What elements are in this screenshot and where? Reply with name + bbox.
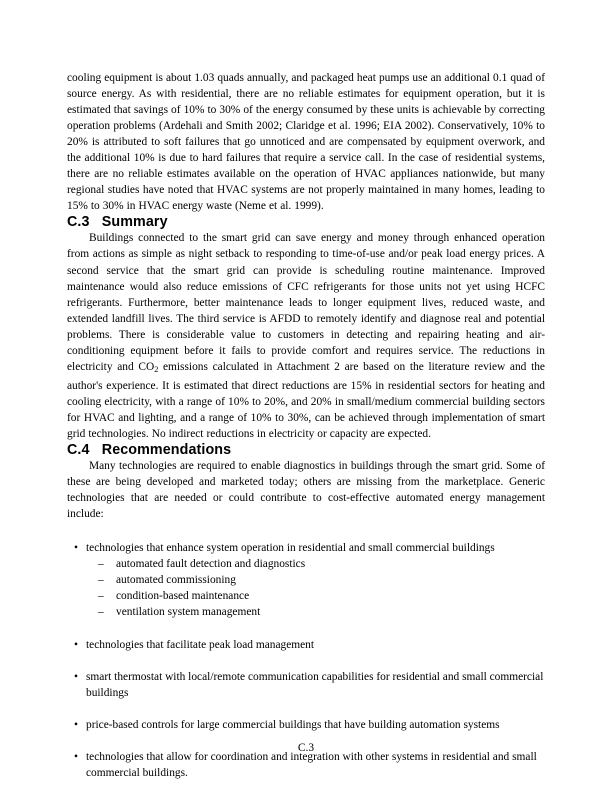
bullet-marker-icon: • <box>74 638 78 651</box>
sub-list <box>86 556 545 620</box>
section-heading-c3: C.3 Summary <box>67 214 168 231</box>
summary-text-part1: Buildings connected to the smart grid can save energy and money through enhanced operation from actions as simple as night setback to responding to time-of-use and/or peak load energy prices. A second service that the smart grid can provide is scheduling routine maintenance. Improved maintenance would also reduce emissions of CFC refrigerants for those units not yet using HCFC refrigerants. Furthermore, better maintenance leads to longer equipment lives, reduced waste, and extended landfill lives. The third service is AFDD to remotely identify and diagnose real and potential problems. There is considerable value to customers in detecting and repairing heating and air-conditioning equipment before it fails to provide comfort and requires service. The reductions in electricity and CO <box>67 232 545 373</box>
page-content <box>67 70 545 781</box>
bullet-marker-icon: • <box>74 670 78 683</box>
list-item <box>67 637 545 653</box>
dash-marker-icon: – <box>98 558 104 571</box>
sub-list-item-text: ventilation system management <box>116 606 261 619</box>
list-item-text: smart thermostat with local/remote communication capabilities for residential and small commercial buildings <box>86 670 544 699</box>
section-heading-c4: C.4 Recommendations <box>67 442 232 459</box>
list-item <box>67 717 545 733</box>
summary-text-part2: emissions calculated in Attachment 2 are based on the literature review and the author's experience. It is estimated that direct reductions are 15% in residential sectors for heating and cooling electricity, with a range of 10% to 20%, and 20% in small/medium commercial building sectors for HVAC and lighting, and a range of 10% to 30%, can be achieved through implementation of smart grid technologies. No indirect reductions in electricity or capacity are expected. <box>67 360 545 441</box>
dash-marker-icon: – <box>98 590 104 603</box>
sub-list-item-text: condition-based maintenance <box>116 590 250 603</box>
recommendations-intro-paragraph: Many technologies are required to enable diagnostics in buildings through the smart grid. Some of these are being developed and marketed today; others are missing from the marketplace. Generic technologies that are needed or could contribute to cost-effective automated energy management include: <box>67 460 545 521</box>
list-item-text: technologies that facilitate peak load management <box>86 638 315 651</box>
dash-marker-icon: – <box>98 574 104 587</box>
bullet-marker-icon: • <box>74 750 78 763</box>
bullet-marker-icon: • <box>74 542 78 555</box>
dash-marker-icon: – <box>98 606 104 619</box>
sub-list-item <box>86 604 545 620</box>
sub-list-item-text: automated commissioning <box>116 574 236 587</box>
sub-list-item <box>86 588 545 604</box>
list-item-text: technologies that enhance system operation in residential and small commercial buildings <box>86 542 495 555</box>
sub-list-item-text: automated fault detection and diagnostics <box>116 558 306 571</box>
list-item-text: technologies that allow for coordination and integration with other systems in residential and small commercial buildings. <box>86 750 537 779</box>
page-footer: C.3 <box>297 742 315 754</box>
sub-list-item <box>86 572 545 588</box>
list-item <box>67 540 545 620</box>
summary-paragraph <box>67 230 545 442</box>
intro-paragraph: cooling equipment is about 1.03 quads annually, and packaged heat pumps use an additional 0.1 quad of source energy. As with residential, there are no reliable estimates for equipment operation, but it is estimated that savings of 10% to 30% of the energy consumed by these units is achievable by correcting operation problems (Ardehali and Smith 2002; Claridge et al. 1996; EIA 2002). Conservatively, 10% to 20% is attributed to soft failures that go unnoticed and are compensated by equipment overwork, and the additional 10% is due to hard failures that require a service call. In the case of residential systems, there are no reliable estimates available on the operation of HVAC appliances nationwide, but many regional studies have noted that HVAC systems are not properly maintained in many homes, leading to 15% to 30% in HVAC energy waste (Neme et al. 1999). <box>67 72 545 213</box>
list-item <box>67 669 545 701</box>
sub-list-item <box>86 556 545 572</box>
list-item-text: price-based controls for large commercial buildings that have building automation systems <box>86 718 500 731</box>
co2-subscript: 2 <box>154 364 159 374</box>
bullet-marker-icon: • <box>74 718 78 731</box>
